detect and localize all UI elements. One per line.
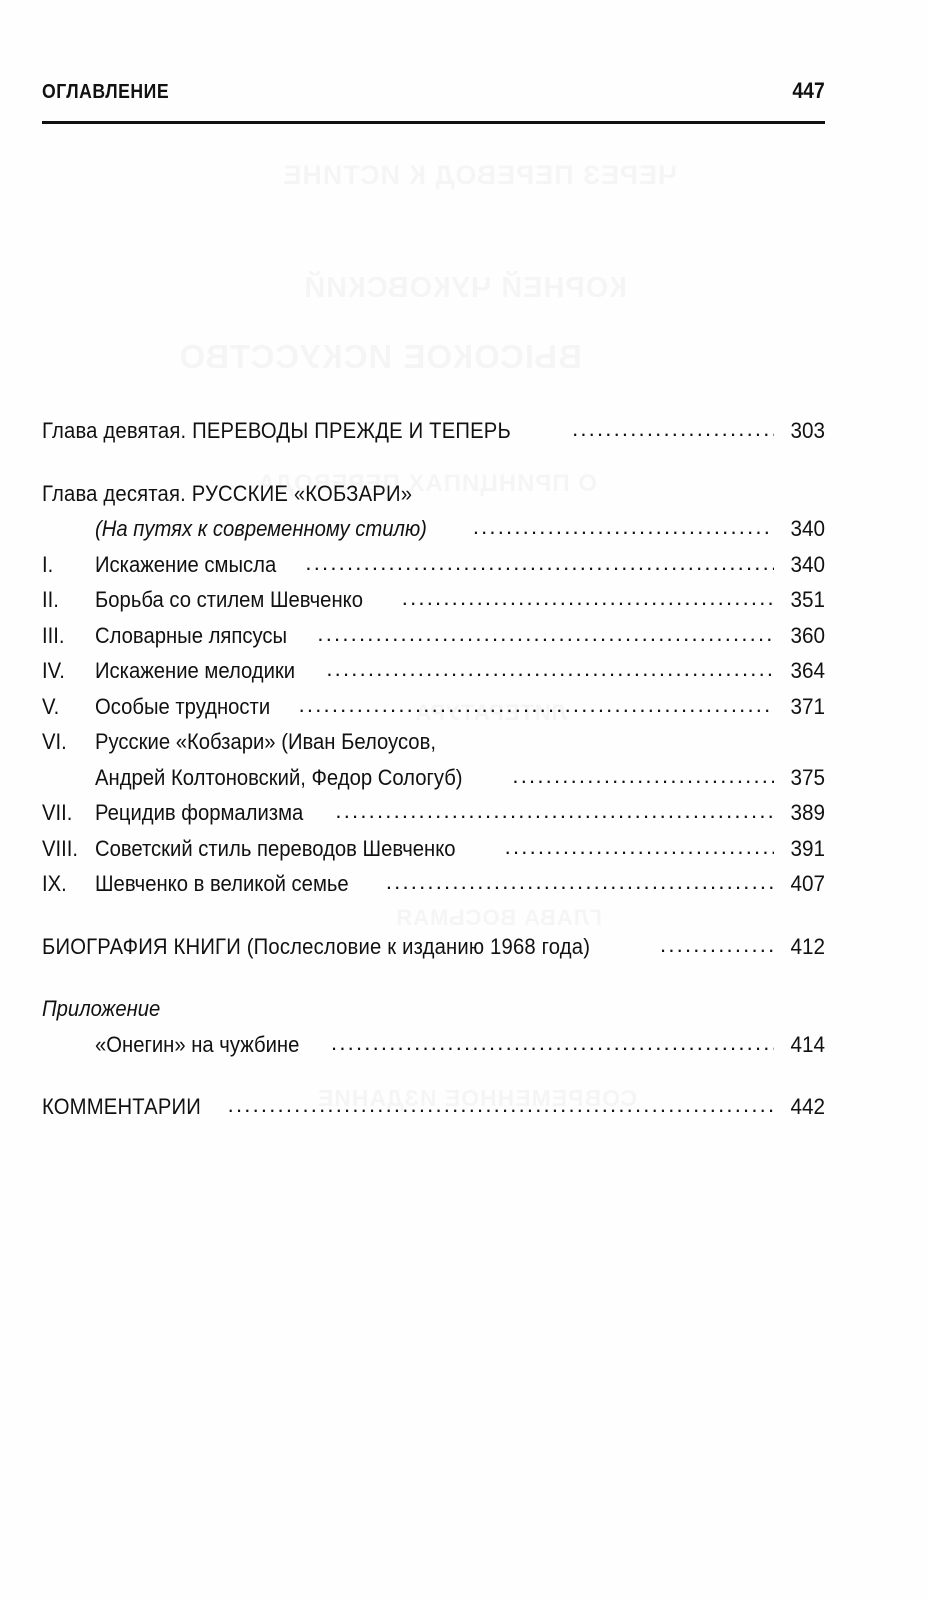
toc-section-page: 407 [790, 871, 825, 896]
running-head-title: ОГЛАВЛЕНИЕ [42, 80, 170, 103]
toc-section-numeral: IV. [42, 658, 65, 683]
toc-entry-page: 412 [790, 933, 825, 959]
dot-leader [572, 418, 774, 440]
toc-section-page: 351 [790, 587, 825, 612]
toc-section-title: Советский стиль переводов Шевченко [95, 835, 456, 861]
toc-section-row[interactable] [42, 660, 825, 683]
toc-entry-biography[interactable] [42, 933, 825, 959]
toc-entry-page: 340 [790, 516, 825, 541]
toc-section-row[interactable] [42, 622, 825, 648]
dot-leader [505, 836, 774, 858]
toc-entry-commentary[interactable] [42, 1096, 825, 1119]
toc-appendix-label [42, 998, 825, 1021]
dot-leader [326, 658, 774, 680]
toc-section-title: Борьба со стилем Шевченко [95, 587, 363, 612]
dot-leader [512, 765, 774, 787]
toc-entry-subtitle: (На путях к современному стилю) [95, 516, 427, 541]
toc-appendix-label-text: Приложение [42, 996, 161, 1021]
toc-section-numeral: I. [42, 551, 54, 577]
block-spacer [42, 896, 825, 936]
toc-section-numeral: IX. [42, 871, 67, 896]
toc-entry-chapter-nine[interactable] [42, 420, 825, 443]
dot-leader [402, 587, 774, 609]
toc-section-row[interactable] [42, 693, 825, 719]
toc-section-numeral: VI. [42, 729, 67, 754]
toc-section-title: Рецидив формализма [95, 800, 304, 825]
running-head-folio: 447 [792, 78, 825, 103]
toc-section-numeral: III. [42, 622, 65, 648]
toc-section-page: 340 [790, 551, 825, 577]
toc-section-numeral: VIII. [42, 835, 79, 861]
toc-entry-title: Глава десятая. РУССКИЕ «КОБЗАРИ» [42, 480, 413, 506]
toc-section-title: Искажение мелодики [95, 658, 296, 683]
toc-section-numeral: II. [42, 587, 59, 612]
toc-section-page: 364 [790, 658, 825, 683]
toc-entry-title: Глава девятая. ПЕРЕВОДЫ ПРЕЖДЕ И ТЕПЕРЬ [42, 418, 511, 443]
table-of-contents [42, 420, 825, 1119]
dot-leader [228, 1094, 774, 1116]
toc-section-page: 389 [790, 800, 825, 825]
toc-appendix-page: 414 [790, 1031, 825, 1057]
running-head [42, 78, 825, 104]
toc-section-title: Искажение смысла [95, 551, 277, 577]
dot-leader [317, 623, 774, 645]
toc-section-row[interactable] [42, 873, 825, 896]
block-spacer [42, 958, 825, 998]
dot-leader [331, 1032, 774, 1054]
toc-section-page: 371 [790, 693, 825, 719]
toc-entry-page: 442 [790, 1094, 825, 1119]
toc-entry-page: 303 [790, 418, 825, 443]
toc-section-row-continuation[interactable] [42, 764, 825, 790]
dot-leader [473, 516, 774, 538]
toc-section-numeral: V. [42, 693, 60, 719]
toc-entry-chapter-ten-subtitle[interactable] [42, 518, 825, 541]
toc-section-title: Русские «Кобзари» (Иван Белоусов, [95, 729, 436, 754]
header-rule [42, 121, 825, 124]
toc-section-title: Шевченко в великой семье [95, 871, 349, 896]
toc-section-row[interactable] [42, 551, 825, 577]
toc-section-page: 375 [790, 764, 825, 790]
block-spacer [42, 443, 825, 483]
dot-leader [299, 694, 774, 716]
dot-leader [305, 552, 774, 574]
toc-section-row[interactable] [42, 802, 825, 825]
toc-section-title-line2: Андрей Колтоновский, Федор Сологуб) [95, 764, 463, 790]
block-spacer [42, 1056, 825, 1096]
toc-section-title: Словарные ляпсусы [95, 622, 288, 648]
toc-section-page: 391 [790, 835, 825, 861]
dot-leader [386, 871, 774, 893]
toc-appendix-entry-title: «Онегин» на чужбине [95, 1031, 300, 1057]
toc-section-page: 360 [790, 622, 825, 648]
toc-entry-title: БИОГРАФИЯ КНИГИ (Послесловие к изданию 1968 года) [42, 933, 591, 959]
toc-appendix-entry[interactable] [42, 1031, 825, 1057]
toc-section-numeral: VII. [42, 800, 73, 825]
dot-leader [660, 934, 774, 956]
toc-entry-chapter-ten-title[interactable] [42, 480, 825, 506]
dot-leader [335, 800, 774, 822]
toc-entry-title: КОММЕНТАРИИ [42, 1094, 201, 1119]
toc-section-title: Особые трудности [95, 693, 271, 719]
toc-section-row[interactable] [42, 731, 825, 754]
toc-section-row[interactable] [42, 835, 825, 861]
toc-section-row[interactable] [42, 589, 825, 612]
